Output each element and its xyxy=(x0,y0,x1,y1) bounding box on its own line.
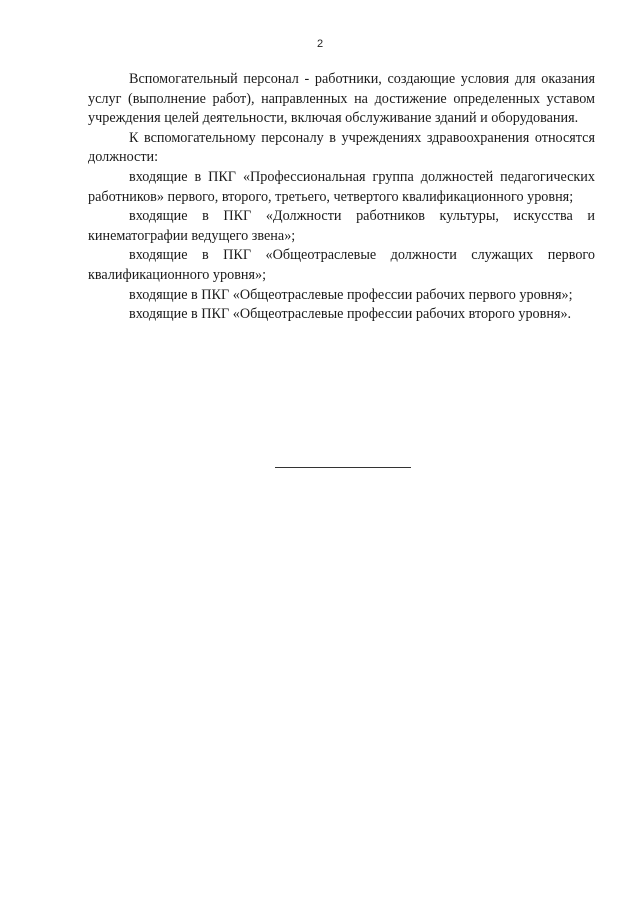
paragraph-intro: К вспомогательному персоналу в учреждениях здравоохранения относятся должности: xyxy=(88,129,595,166)
list-item-workers-second: входящие в ПКГ «Общеотраслевые профессии рабочих второго уровня». xyxy=(129,306,572,323)
list-item-pedagogical: входящие в ПКГ «Профессиональная группа должностей педагогических работников» первого, второго, третьего, четвертого квалификационного уровня; xyxy=(88,168,595,205)
page-number: 2 xyxy=(316,38,324,50)
list-item-employees: входящие в ПКГ «Общеотраслевые должности служащих первого квалификационного уровня»; xyxy=(88,247,595,283)
paragraph-definition: Вспомогательный персонал - работники, создающие условия для оказания услуг (выполнение работ), направленных на достижение определенных уставом учреждения целей деятельности, включая обслуживание зданий и оборудования. xyxy=(88,71,595,127)
list-item-workers-first: входящие в ПКГ «Общеотраслевые профессии рабочих первого уровня»; xyxy=(129,286,573,303)
list-item-culture: входящие в ПКГ «Должности работников культуры, искусства и кинематографии ведущего звена»; xyxy=(88,208,595,244)
end-divider xyxy=(275,467,411,468)
document-body xyxy=(88,70,595,325)
